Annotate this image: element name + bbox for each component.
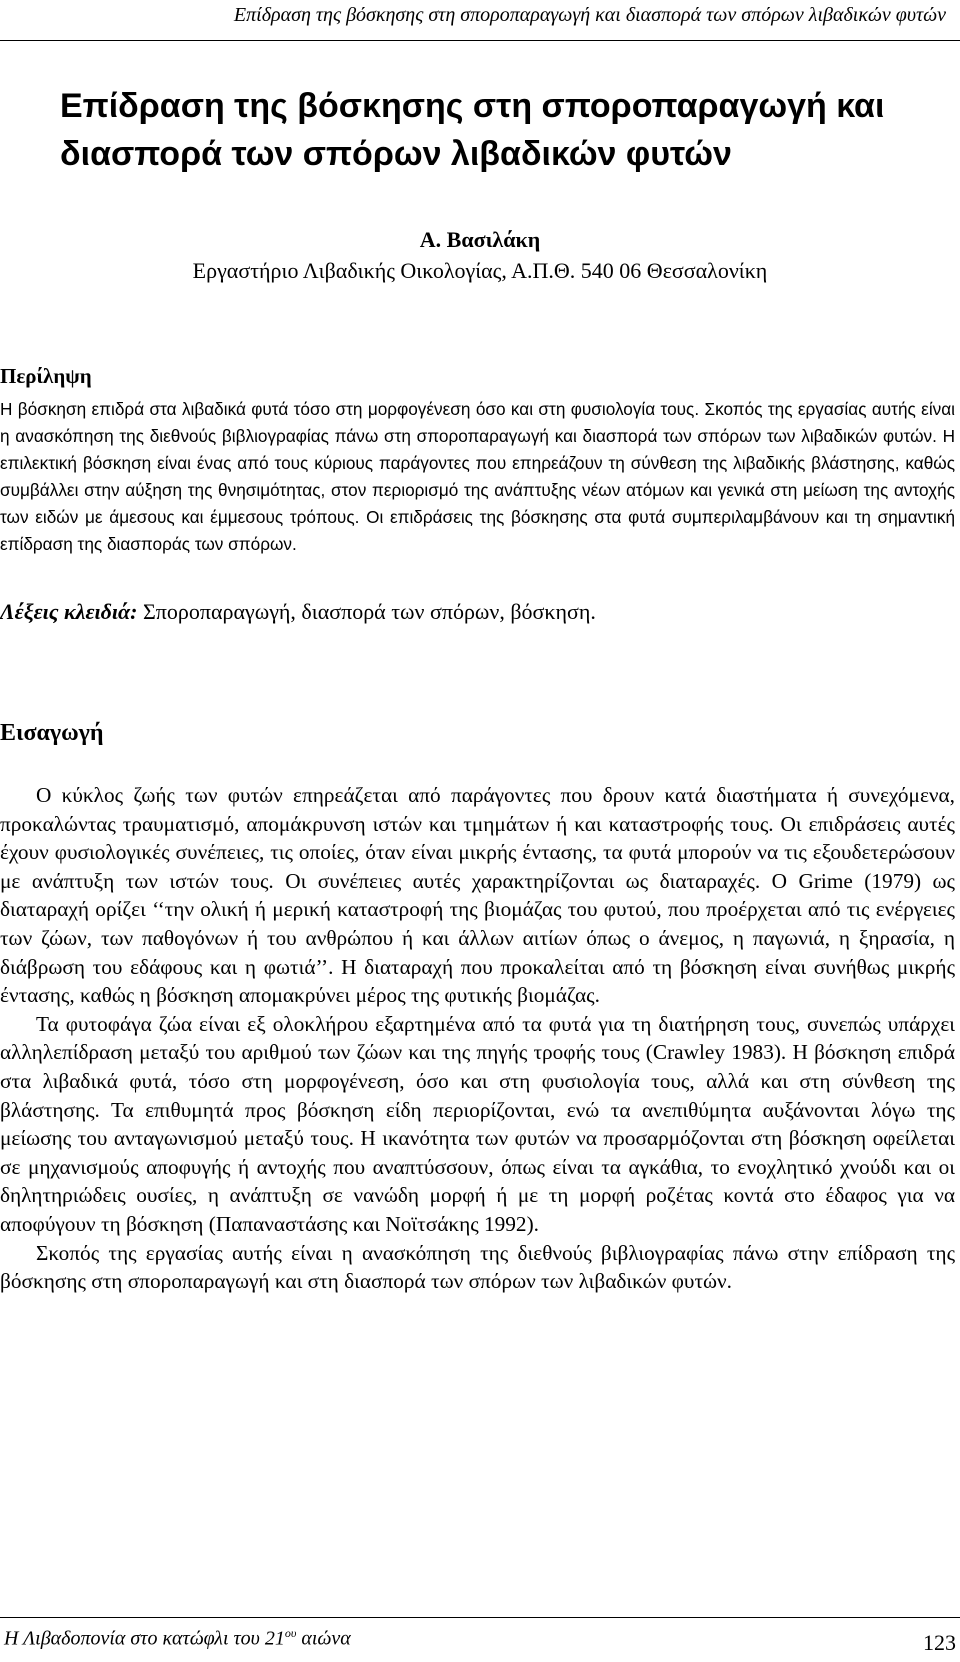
- running-footer: [0, 1617, 960, 1662]
- paper-title: [60, 82, 920, 178]
- footer-book-title-superscript: ου: [284, 1626, 297, 1640]
- paper-title-line-1: Επίδραση της βόσκησης στη σποροπαραγωγή και: [60, 87, 885, 125]
- footer-book-title: [4, 1626, 351, 1651]
- keywords: [0, 599, 596, 625]
- running-header: [0, 4, 960, 41]
- keywords-value: Σποροπαραγωγή, διασπορά των σπόρων, βόσκηση.: [137, 599, 596, 624]
- running-header-title: Επίδραση της βόσκησης στη σποροπαραγωγή και διασπορά των σπόρων λιβαδικών φυτών: [233, 4, 946, 26]
- introduction-paragraph: Ο κύκλος ζωής των φυτών επηρεάζεται από παράγοντες που δρουν κατά διαστήματα ή συνεχόμενα, προκαλώντας τραυματισμό, απομάκρυνση ιστών και τμημάτων ή και καταστροφής τους. Οι επιδράσεις αυτές έχουν φυσιολογικές συνέπειες, τις οποίες, όταν είναι μικρής έντασης, τα φυτά μπορούν να τις εξουδετερώσουν με ανάπτυξη των ιστών τους. Οι συνέπειες αυτές χαρακτηρίζονται ως διαταραχές. Ο Grime (1979) ως διαταραχή ορίζει ‘‘την ολική ή μερική καταστροφή της βιομάζας του φυτού, που προέρχεται από τις ενέργειες των ζώων, των παθογόνων ή του ανθρώπου ή και άλλων αιτίων όπως ο άνεμος, η παγωνιά, η ξηρασία, η διάβρωση του εδάφους και η φωτιά’’. Η διαταραχή που προκαλείται από τη βόσκηση είναι συνήθως μικρής έντασης, καθώς η βόσκηση απομακρύνει μέρος της φυτικής βιομάζας.: [0, 783, 955, 1008]
- keywords-label: Λέξεις κλειδιά:: [0, 599, 138, 624]
- page-number: 123: [923, 1630, 956, 1655]
- footer-book-title-suffix: αιώνα: [296, 1627, 351, 1650]
- abstract-text: Η βόσκηση επιδρά στα λιβαδικά φυτά τόσο στη μορφογένεση όσο και στη φυσιολογία τους. Σκοπός της εργασίας αυτής είναι η ανασκόπηση της διεθνούς βιβλιογραφίας πάνω στη σποροπαραγωγή και διασπορά των σπόρων των λιβαδικών φυτών. Η επιλεκτική βόσκηση είναι ένας από τους κύριους παράγοντες που επηρεάζουν τη σύνθεση της λιβαδικής βλάστησης, καθώς συμβάλλει στην αύξηση της θνησιμότητας, στον περιορισμό της ανάπτυξης νέων ατόμων και γενικά στη μείωση της αντοχής των ειδών με άμεσους και έμμεσους τρόπους. Οι επιδράσεις της βόσκησης στα φυτά συμπεριλαμβάνουν και τη σημαντική επίδραση της διασποράς των σπόρων.: [0, 399, 955, 554]
- introduction-heading: Εισαγωγή: [0, 720, 104, 746]
- introduction-paragraph: Τα φυτοφάγα ζώα είναι εξ ολοκλήρου εξαρτημένα από τα φυτά για τη διατήρηση τους, συνεπώς υπάρχει αλληλεπίδραση μεταξύ του αριθμού των ζώων και της πηγής τροφής τους (Crawley 1983). Η βόσκηση επιδρά στα λιβαδικά φυτά, τόσο στη μορφογένεση, όσο και στη φυσιολογία τους, αλλά και στη σύνθεση της βλάστησης. Τα επιθυμητά προς βόσκηση είδη περιορίζονται, ενώ τα ανεπιθύμητα αυξάνονται λόγω της μείωσης του ανταγωνισμού μεταξύ τους. Η ικανότητα των φυτών να προσαρμόζονται στη βόσκηση οφείλεται σε μηχανισμούς αποφυγής ή αντοχής που αναπτύσσουν, όπως είναι τα αγκάθια, το ενοχλητικό χνούδι και οι δηλητηριώδεις ουσίες, η ανάπτυξη σε νανώδη μορφή ή με τη μορφή ροζέτας κοντά στο έδαφος για να αποφύγουν τη βόσκηση (Παπαναστάσης και Νοϊτσάκης 1992).: [0, 1011, 955, 1236]
- author-name: Α. Βασιλάκη: [419, 227, 541, 252]
- author-affiliation: Εργαστήριο Λιβαδικής Οικολογίας, Α.Π.Θ. 540 06 Θεσσαλονίκη: [192, 258, 768, 283]
- introduction-paragraph: Σκοπός της εργασίας αυτής είναι η ανασκόπηση της διεθνούς βιβλιογραφίας πάνω στην επίδραση της βόσκησης στη σποροπαραγωγή και στη διασπορά των σπόρων των λιβαδικών φυτών.: [0, 1240, 955, 1294]
- paper-title-line-2: διασπορά των σπόρων λιβαδικών φυτών: [60, 135, 732, 173]
- introduction-body: [0, 781, 955, 1296]
- footer-book-title-text: Η Λιβαδοπονία στο κατώφλι του 21: [4, 1627, 285, 1650]
- abstract-heading: Περίληψη: [0, 364, 92, 388]
